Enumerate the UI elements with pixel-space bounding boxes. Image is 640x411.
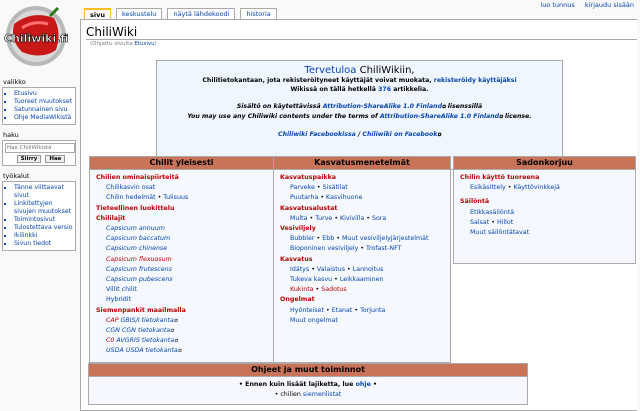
tab-discussion[interactable]: keskustelu — [116, 8, 162, 19]
tools-title: työkalut — [3, 172, 30, 180]
link-plant-parts[interactable]: Chilikasvin osat — [106, 184, 156, 192]
location-line-1: Parveke • Sisätilat — [290, 184, 348, 192]
seedbank-row — [96, 336, 267, 346]
link-control[interactable]: Torjunta — [360, 306, 386, 314]
content-area — [80, 19, 637, 411]
section-growing[interactable]: Kasvatus — [280, 255, 313, 263]
link-flowering[interactable]: Kukinta — [290, 286, 314, 294]
link-preprocessing[interactable]: Esikäsittely — [470, 184, 506, 192]
link-sturdy-growth[interactable]: Tukeva kasvu — [290, 276, 333, 284]
license-link-fi[interactable]: Attribution-ShareAlike 1.0 Finland — [322, 103, 443, 110]
instructions-heading: Ohjeet ja muut toiminnot — [89, 364, 527, 377]
link-species[interactable]: Capsicum pubescens — [106, 276, 173, 284]
facebook-link-fi[interactable]: Chiliwiki Facebookissa — [278, 131, 356, 138]
link-ebb[interactable]: Ebb — [322, 235, 335, 243]
kasvatus-body — [274, 170, 450, 329]
link-fruits[interactable]: Chilin hedelmät — [106, 194, 156, 202]
tools-portlet — [0, 172, 78, 251]
link-garden[interactable]: Puutarha — [290, 194, 319, 202]
link-species[interactable]: Capsicum baccatum — [106, 235, 171, 243]
sidebar-item-random[interactable]: ▪ Satunnainen sivu — [14, 106, 73, 114]
welcome-line-2-post: artikkelia. — [391, 86, 429, 93]
sidebar-item-permalink[interactable]: ▪ Ikilinkki — [14, 232, 73, 240]
chilit-body — [90, 170, 273, 360]
welcome-line-1 — [157, 76, 562, 85]
external-link-icon: ⧉ — [173, 317, 178, 324]
link-other-problems[interactable]: Muut ongelmat — [290, 316, 338, 324]
search-buttons — [5, 153, 73, 163]
link-fertilizing[interactable]: Lannoitus — [352, 265, 384, 273]
link-gravel[interactable]: Sora — [371, 214, 387, 222]
tab-page[interactable]: sivu — [84, 8, 111, 20]
welcome-title — [157, 65, 562, 76]
welcome-title-link[interactable]: Tervetuloa — [304, 65, 357, 76]
sidebar-item-page-info[interactable]: ▪ Sivun tiedot — [14, 240, 73, 248]
link-germination[interactable]: Idätys — [290, 265, 310, 273]
link-other-preservation[interactable]: Muut säilöntätavat — [470, 229, 530, 237]
link-pickling[interactable]: Etikkasäilöntä — [470, 208, 515, 216]
link-pruning[interactable]: Leikkaaminen — [339, 276, 384, 284]
link-trofast[interactable]: Trofast-NFT — [366, 245, 402, 253]
section-media[interactable]: Kasvatusalustat — [280, 204, 338, 212]
link-salsas[interactable]: Salsat — [470, 218, 490, 226]
link-bioponic[interactable]: Bioponinen vesiviljely — [290, 245, 359, 253]
section-problems[interactable]: Ongelmat — [280, 296, 315, 304]
link-species-missing[interactable]: Capsicum flexuosum — [106, 255, 172, 263]
section-seedbanks[interactable]: Siemenpankit maailmalla — [96, 306, 186, 314]
welcome-line-2 — [157, 85, 562, 94]
sidebar-item-recent-changes[interactable]: ▪ Tuoreet muutokset — [14, 98, 73, 106]
search-input[interactable] — [5, 143, 75, 153]
license-fi-post: lisenssillä — [445, 103, 483, 110]
instructions-line-1: • Ennen kuin lisäät lajiketta, lue ohje • — [238, 381, 378, 388]
link-lighting[interactable]: Valaistus — [316, 265, 345, 273]
search-title: haku — [3, 131, 19, 139]
chilit-box — [89, 156, 274, 363]
fresh-use-line: Esikäsittely • Käyttövinkkejä — [470, 184, 560, 192]
redirect-suffix: ) — [154, 41, 157, 47]
section-species[interactable]: Chililajit — [96, 214, 126, 222]
instructions-link[interactable]: ohje — [355, 381, 371, 388]
redirect-link[interactable]: Etusivu — [134, 41, 155, 47]
fruits-line: Chilin hedelmät • Tulisuus — [106, 194, 189, 202]
hydro-line-2: Bioponinen vesiviljely • Trofast-NFT — [290, 245, 402, 253]
instructions-box — [88, 363, 528, 405]
seedbank-link[interactable]: AVGRIS tietokanta — [116, 337, 175, 345]
kasvatus-box — [273, 156, 451, 363]
tab-history[interactable]: historia — [240, 8, 276, 19]
search-button[interactable]: Hae — [45, 155, 65, 163]
instructions-line-1-text: Ennen kuin lisäät lajiketta, lue — [245, 381, 356, 388]
external-link-icon: ⧉ — [442, 104, 446, 110]
facebook-separator: / — [355, 131, 363, 138]
external-link-icon: ⧉ — [499, 114, 503, 120]
link-species[interactable]: Capsicum annuum — [106, 225, 165, 233]
link-balcony[interactable]: Parveke — [290, 184, 315, 192]
sadonkorjuu-body — [454, 170, 635, 241]
sidebar-item-whatlinkshere[interactable]: ▪ Tänne viittaavat sivut — [14, 184, 73, 200]
license-link-en[interactable]: Attribution-ShareAlike 1.0 Finland — [379, 113, 500, 120]
link-harvest[interactable]: Sadotus — [321, 286, 347, 294]
seedlist-link[interactable]: siemenlistat — [302, 391, 342, 398]
section-location[interactable]: Kasvatuspaikka — [280, 174, 337, 181]
sidebar-item-special-pages[interactable]: ▪ Toimintosivut — [14, 216, 73, 224]
nav-portlet — [0, 78, 78, 125]
growing-line-3: Kukinta • Sadotus — [290, 286, 347, 294]
article-count-link[interactable]: 376 — [378, 86, 392, 93]
seedbank-link[interactable]: GBIS/I tietokanta — [120, 316, 174, 324]
seedbank-link[interactable]: USDA tietokanta — [125, 347, 178, 355]
kasvatus-heading: Kasvatusmenetelmät — [274, 157, 450, 170]
link-soil[interactable]: Multa — [290, 214, 308, 222]
welcome-line-1-text: Chilitietokantaan, jota rekisteröityneet käyttäjät voivat muokata, — [202, 77, 434, 84]
seedbank-code: CGN — [106, 327, 120, 335]
chilit-heading: Chilit yleisesti — [90, 157, 273, 170]
nav-body — [2, 87, 76, 125]
welcome-title-rest: ChiliWikiin, — [356, 65, 415, 76]
sidebar — [0, 78, 78, 257]
link-jams[interactable]: Hillot — [496, 218, 514, 226]
tools-body — [2, 181, 76, 251]
search-portlet — [0, 131, 78, 166]
page-tabs — [84, 8, 282, 19]
section-preservation[interactable]: Säilöntä — [460, 198, 490, 206]
instructions-line-2-text: chilien — [280, 391, 303, 398]
link-other-hydro[interactable]: Muut vesiviljelyjärjestelmät — [341, 235, 429, 243]
seedbank-code: CAP — [106, 316, 119, 324]
link-rockwool[interactable]: Kivivilla — [340, 214, 365, 222]
growing-line-2: Tukeva kasvu • Leikkaaminen — [290, 276, 384, 284]
seedbank-code: USDA — [106, 347, 124, 355]
preservation-line: Salsat • Hillot — [470, 218, 514, 226]
link-tips[interactable]: Käyttövinkkejä — [513, 184, 560, 192]
facebook-line — [157, 130, 562, 140]
section-classification[interactable]: Tieteellinen luokittelu — [96, 204, 175, 212]
link-wild-chili[interactable]: Villit chilit — [106, 286, 137, 294]
sadonkorjuu-heading: Sadonkorjuu — [454, 157, 635, 170]
page-title: ChiliWiki — [86, 25, 138, 39]
link-peat[interactable]: Turve — [315, 214, 333, 222]
link-heat[interactable]: Tulisuus — [163, 194, 189, 202]
section-characteristics[interactable]: Chilien ominaispiirteitä — [96, 174, 179, 181]
link-insects[interactable]: Hyönteiset — [290, 306, 325, 314]
register-link[interactable]: rekisteröidy käyttäjäksi — [433, 77, 517, 84]
external-link-icon: ⧉ — [437, 132, 441, 138]
instructions-line-2: • chilien siemenlistat — [274, 391, 342, 398]
link-species[interactable]: Capsicum chinense — [106, 245, 168, 253]
sidebar-item-printable[interactable]: ▪ Tulostettava versio — [14, 224, 73, 232]
link-species[interactable]: Capsicum frutescens — [106, 265, 172, 273]
link-greenhouse[interactable]: Kasvihuone — [326, 194, 363, 202]
growing-line-1: Idätys • Valaistus • Lannoitus — [290, 265, 384, 273]
media-line: Multa • Turve • Kivivilla • Sora — [290, 214, 387, 222]
seedbank-row — [96, 316, 267, 326]
seedbank-row — [96, 346, 267, 356]
hydro-line-1: Bubbler • Ebb • Muut vesiviljelyjärjestelmät — [290, 235, 429, 243]
nav-title: valikko — [3, 78, 26, 86]
site-logo[interactable] — [2, 2, 74, 74]
license-en-post: license. — [502, 113, 532, 120]
license-line-en — [157, 112, 562, 122]
facebook-link-en[interactable]: Chiliwiki on Facebook — [362, 131, 438, 138]
sidebar-item-related-changes[interactable]: ▪ Linkitettyjen sivujen muutokset — [14, 200, 73, 216]
license-fi-pre: Sisältö on käytettävissä — [236, 103, 323, 110]
external-link-icon: ⧉ — [174, 338, 178, 345]
redirect-note — [90, 41, 157, 47]
location-line-2: Puutarha • Kasvihuone — [290, 194, 363, 202]
create-account-link[interactable]: luo tunnus — [540, 1, 575, 9]
welcome-box — [156, 60, 563, 170]
link-indoors[interactable]: Sisätilat — [322, 184, 348, 192]
title-divider — [86, 39, 637, 40]
section-hydroponics[interactable]: Vesiviljely — [280, 225, 316, 233]
link-bubbler[interactable]: Bubbler — [290, 235, 315, 243]
seedbank-code: C0 — [106, 337, 115, 345]
personal-tools — [532, 1, 634, 9]
link-snails[interactable]: Etanat — [331, 306, 353, 314]
problems-line: Hyönteiset • Etanat • Torjunta — [290, 306, 386, 314]
link-hybrids[interactable]: Hybridit — [106, 296, 132, 304]
sidebar-item-etusivu[interactable]: ▪ Etusivu — [14, 90, 73, 98]
section-fresh-use[interactable]: Chilin käyttö tuoreena — [460, 174, 540, 181]
license-line-fi — [157, 102, 562, 112]
login-link[interactable]: kirjaudu sisään — [584, 1, 634, 9]
sadonkorjuu-box — [453, 156, 636, 264]
seedbank-link[interactable]: CGN tietokanta — [122, 327, 171, 335]
logo-text: Chiliwiki.fi — [4, 32, 69, 45]
redirect-prefix: (Ohjattu sivulta — [90, 41, 135, 47]
external-link-icon: ⧉ — [177, 348, 182, 355]
search-body — [2, 140, 76, 166]
go-button[interactable]: Siirry — [17, 155, 42, 163]
welcome-line-2-pre: Wikissä on tällä hetkellä — [290, 86, 379, 93]
seedbank-row — [96, 326, 267, 336]
external-link-icon: ⧉ — [170, 328, 174, 335]
tab-view-source[interactable]: näytä lähdekoodi — [167, 8, 235, 19]
license-en-pre: You may use any Chiliwiki contents under the terms of — [187, 113, 380, 120]
sidebar-item-help[interactable]: ▪ Ohje MediaWikistä — [14, 114, 73, 122]
